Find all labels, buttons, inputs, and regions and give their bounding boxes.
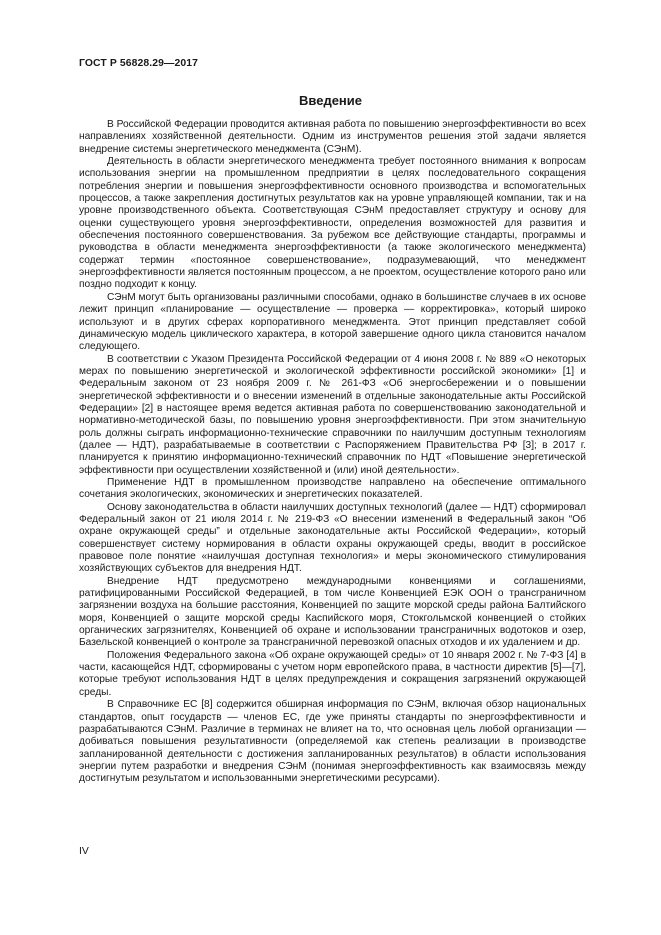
paragraph: В Справочнике ЕС [8] содержится обширная информация по СЭнМ, включая обзор национальных стандартов, опыт государств — членов ЕС, где уже приняты стандарты по энергоэффективности и разрабатываются СЭнМ. Различие в терминах не влияет на то, что основная цель любой организации — добиваться повышения результативности (определяемой как степень реализации в производстве запланированной деятельности с достижения запланированных результатов) в области использования энергии путем разработки и внедрения СЭнМ (понимая энергоэффективность как взаимосвязь между достигнутым результатом и использованными энергетическими ресурсами).	[79, 699, 586, 785]
section-title: Введение	[299, 93, 362, 108]
paragraph: СЭнМ могут быть организованы различными способами, однако в большинстве случаев в их основе лежит принцип «планирование — осуществление — проверка — корректировка», который широко используют и в других сферах корпоративного менеджмента. Этот принцип представляет собой динамическую модель циклического характера, в которой завершение одного цикла становится началом следующего.	[79, 291, 586, 353]
document-standard-id: ГОСТ Р 56828.29—2017	[79, 58, 198, 69]
paragraph: Положения Федерального закона «Об охране окружающей среды» от 10 января 2002 г. № 7-ФЗ [4] в части, касающейся НДТ, сформированы с учетом норм европейского права, в частности директив [5]—[7], которые требуют использования НДТ в целях предупреждения и сокращения загрязнений окружающей среды.	[79, 649, 586, 698]
body-text	[79, 119, 586, 786]
paragraph: Деятельность в области энергетического менеджмента требует постоянного внимания к вопросам использования энергии на промышленном предприятии в целях последовательного сокращения потребления энергии и повышения энергоэффективности основного производства и вспомогательных процессов, а также закрепления достигнутых результатов как на уровне управляющей компании, так и на уровне производственного объекта. Соответствующая СЭнМ предоставляет структуру и основу для оценки существующего уровня энергоэффективности, определения возможностей для развития и обеспечения постоянного совершенствования. За рубежом все действующие стандарты, программы и руководства в области менеджмента энергоэффективности (а также экологического менеджмента) содержат термин «постоянное совершенствование», подразумевающий, что менеджмент энергоэффективности является постоянным процессом, а не проектом, осуществление которого рано или поздно подходит к концу.	[79, 156, 586, 291]
paragraph: Основу законодательства в области наилучших доступных технологий (далее — НДТ) сформировал Федеральный закон от 21 июля 2014 г. № 219-ФЗ «О внесении изменений в Федеральный закон “Об охране окружающей среды” и отдельные законодательные акты Российской Федерации», который совершенствует систему нормирования в области охраны окружающей среды, вводит в российское правовое поле понятие «наилучшая доступная технология» и меры экономического стимулирования хозяйствующих субъектов для внедрения НДТ.	[79, 501, 586, 575]
paragraph: В Российской Федерации проводится активная работа по повышению энергоэффективности во всех направлениях хозяйственной деятельности. Одним из инструментов решения этой задачи является внедрение системы энергетического менеджмента (СЭнМ).	[79, 119, 586, 155]
paragraph: Применение НДТ в промышленном производстве направлено на обеспечение оптимального сочетания экологических, экономических и энергетических показателей.	[79, 476, 586, 501]
paragraph: В соответствии с Указом Президента Российской Федерации от 4 июня 2008 г. № 889 «О некоторых мерах по повышению энергетической и экологической эффективности российской экономики» [1] и Федеральным законом от 23 ноября 2009 г. № 261-ФЗ «Об энергосбережении и о повышении энергетической эффективности и о внесении изменений в отдельные законодательные акты Российской Федерации» [2] в настоящее время ведется активная работа по совершенствованию законодательной и нормативно-методической базы, по повышению уровня энергоэффективности. При этом значительную роль должны сыграть информационно-технические справочники по наилучшим доступным технологиям (далее — НДТ), разрабатываемые в соответствии с Распоряжением Правительства РФ [3]; в 2017 г. планируется к принятию информационно-технический справочник по НДТ «Повышение энергетической эффективности при осуществлении хозяйственной и (или) иной деятельности».	[79, 353, 586, 476]
page-number: IV	[79, 846, 89, 857]
paragraph: Внедрение НДТ предусмотрено международными конвенциями и соглашениями, ратифицированными Российской Федерацией, в том числе Конвенцией ЕЭК ООН о трансграничном загрязнении воздуха на большие расстояния, Конвенцией по защите морской среды района Балтийского моря, Конвенцией о защите морской среды Каспийского моря, Стокгольмской конвенцией о стойких органических загрязнителях, Конвенцией об охране и использовании трансграничных водотоков и озер, Базельской конвенцией о контроле за трансграничной перевозкой опасных отходов и их удалением и др.	[79, 575, 586, 649]
